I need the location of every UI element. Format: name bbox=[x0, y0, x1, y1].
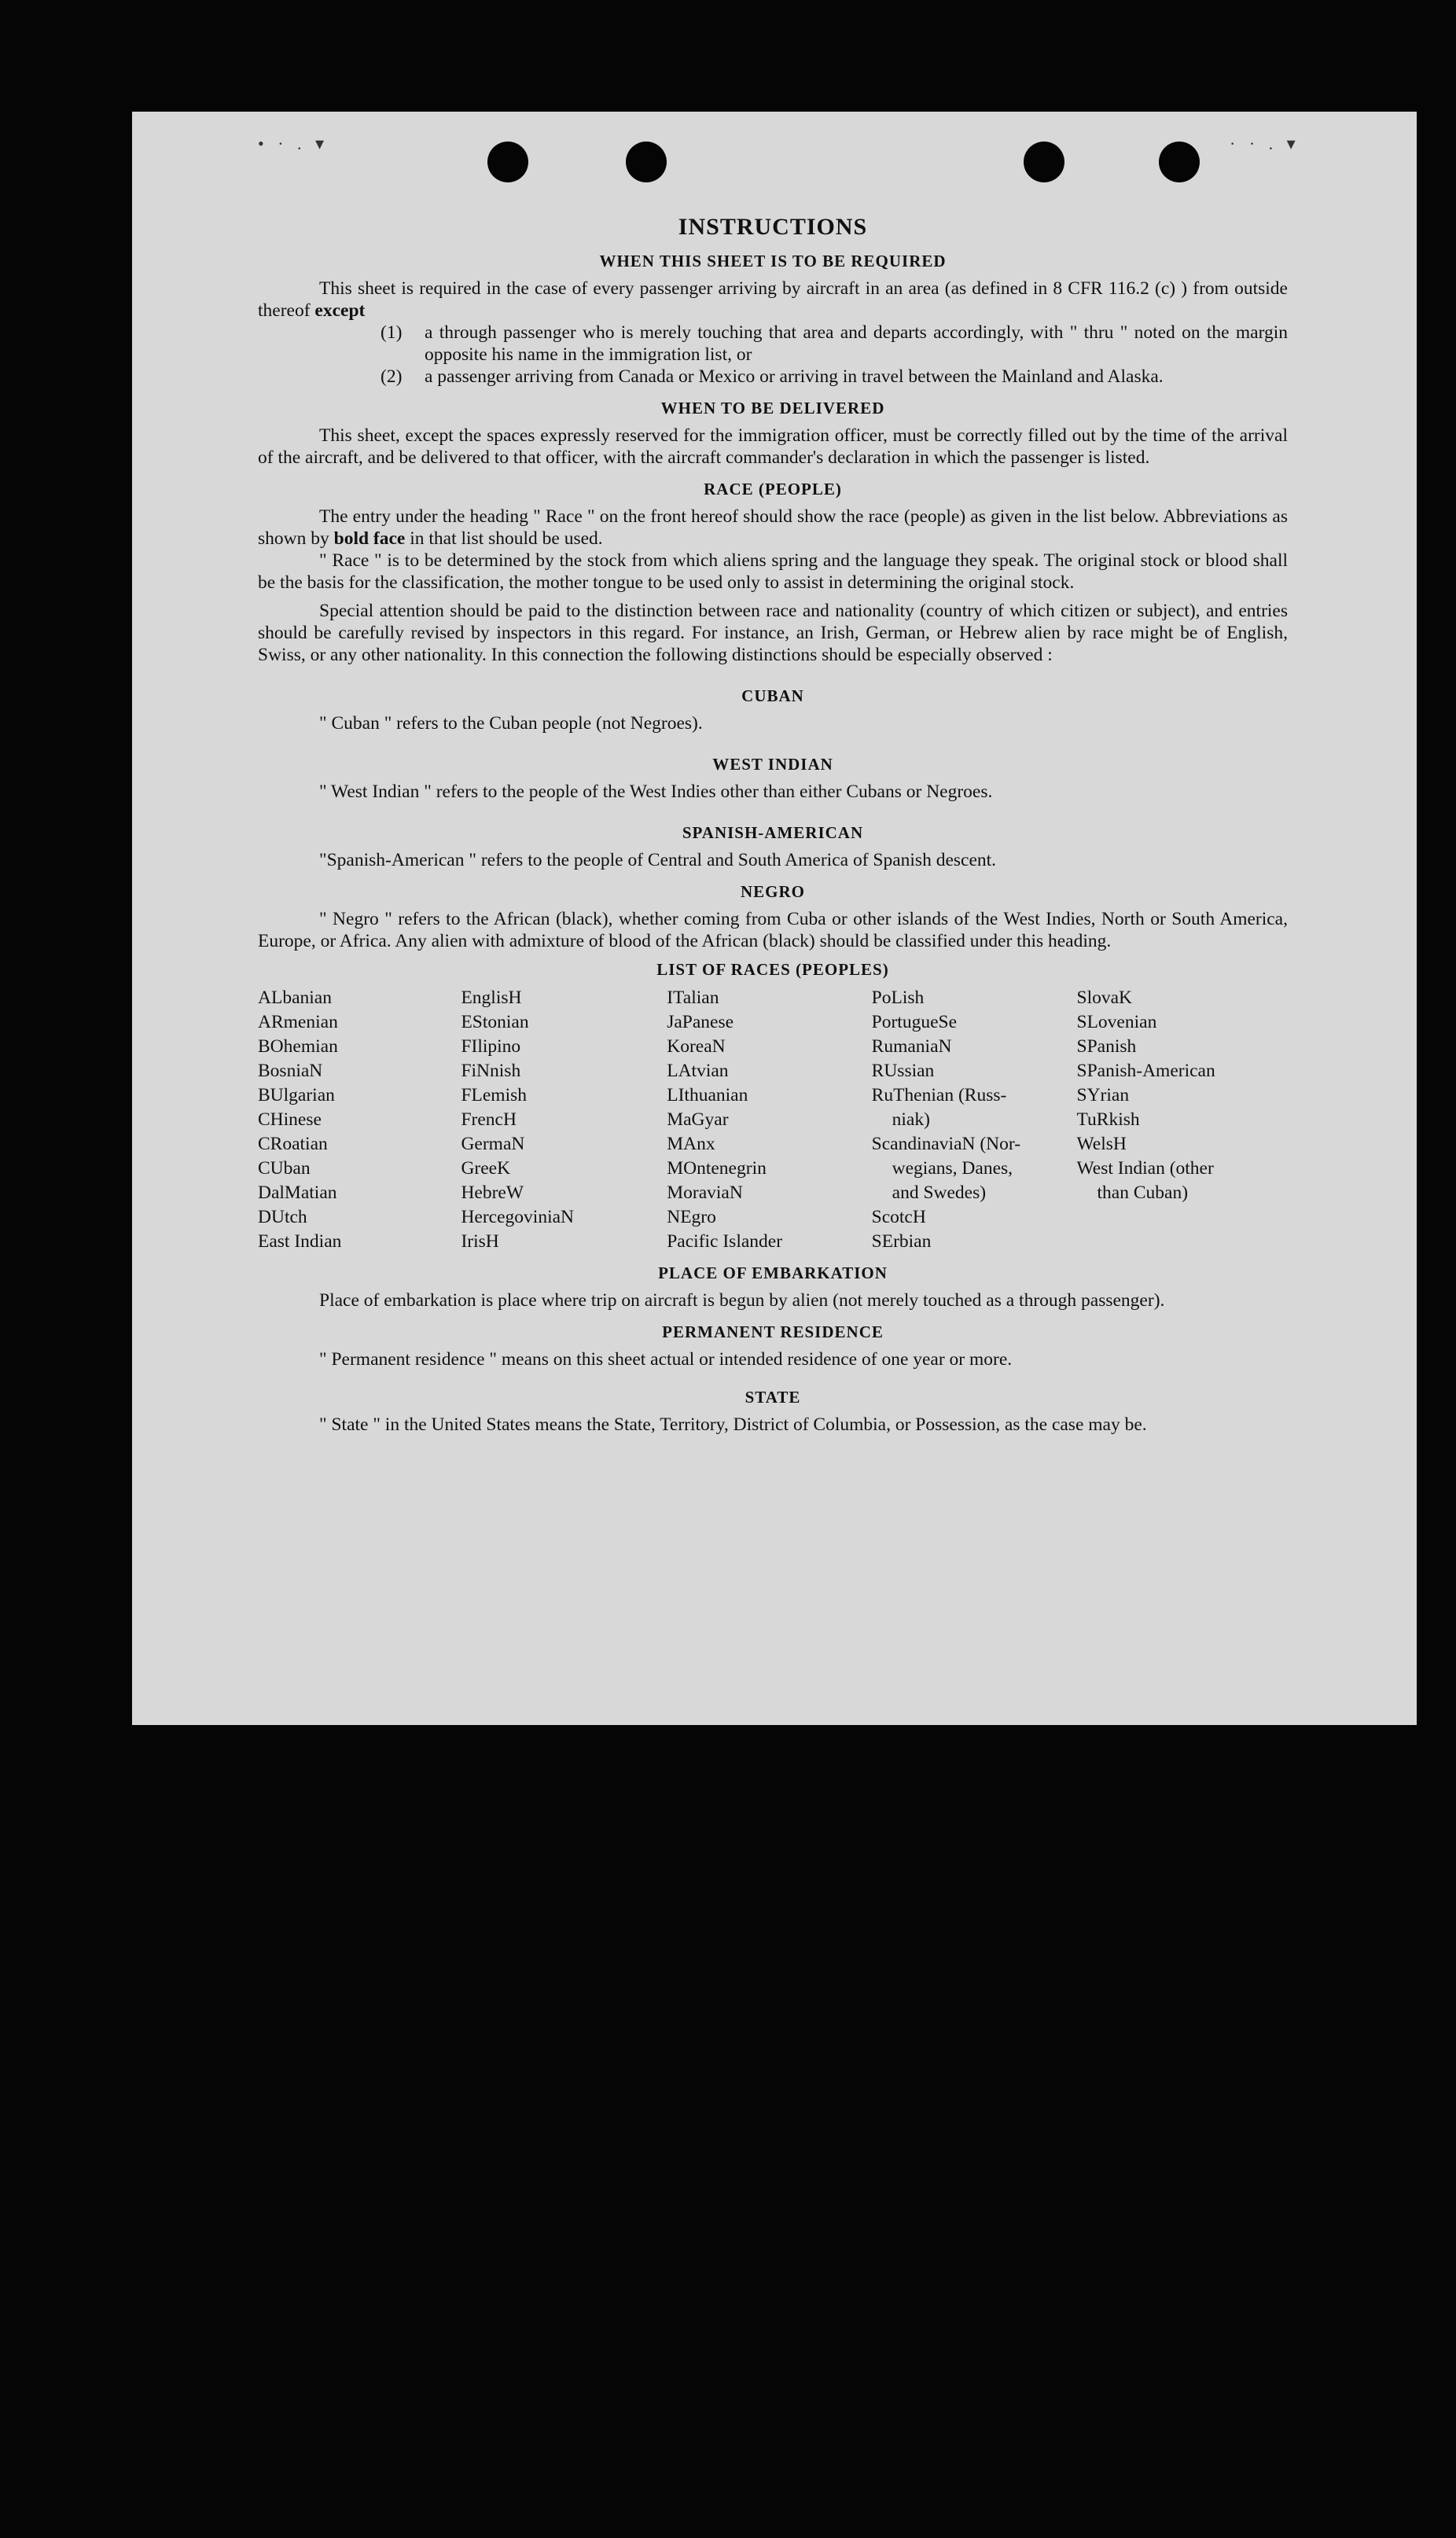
race-entry: MOntenegrin bbox=[667, 1158, 767, 1179]
race-entry: SErbian bbox=[871, 1231, 932, 1252]
race-entry: PoLish bbox=[871, 988, 925, 1008]
race-entry: PortugueSe bbox=[871, 1012, 958, 1032]
punch-specks: · · . ▾ bbox=[1230, 134, 1300, 153]
race-entry: MAnx bbox=[667, 1134, 715, 1154]
paragraph-west-indian: " West Indian " refers to the people of the West Indies other than either Cubans or Negroes. bbox=[319, 782, 993, 802]
race-entry: SLovenian bbox=[1076, 1012, 1157, 1032]
race-entry: BUlgarian bbox=[258, 1085, 335, 1105]
paragraph-required: This sheet is required in the case of every passenger arriving by aircraft in an area (as defined in 8 CFR 116.2 (c) ) from outside thereof except bbox=[258, 278, 1288, 321]
race-entry: CHinese bbox=[258, 1109, 322, 1130]
race-entry: EnglisH bbox=[461, 988, 522, 1008]
race-entry: than Cuban) bbox=[1097, 1183, 1189, 1203]
heading-state: STATE bbox=[745, 1388, 801, 1407]
race-entry: ScotcH bbox=[871, 1207, 926, 1227]
race-entry: IrisH bbox=[461, 1231, 499, 1252]
race-entry: DUtch bbox=[258, 1207, 307, 1227]
races-column bbox=[872, 986, 1077, 1254]
races-column bbox=[258, 986, 461, 1254]
heading-race: RACE (PEOPLE) bbox=[704, 480, 842, 498]
race-entry: HercegoviniaN bbox=[461, 1207, 575, 1227]
paragraph-negro: " Negro " refers to the African (black), whether coming from Cuba or other islands of the West Indies, North or South America, Europe, or Africa. Any alien with admixture of blood of the African (black) should be classified under this heading. bbox=[258, 909, 1288, 951]
races-column bbox=[461, 986, 667, 1254]
race-entry: East Indian bbox=[258, 1231, 342, 1252]
page-title: INSTRUCTIONS bbox=[678, 214, 868, 240]
exception-item: (1) a through passenger who is merely touching that area and departs accordingly, with " thru " noted on the margin opposite his name in the immigration list, or bbox=[381, 322, 1288, 365]
race-entry: SlovaK bbox=[1076, 988, 1132, 1008]
race-entry: NEgro bbox=[667, 1207, 716, 1227]
paragraph-delivered: This sheet, except the spaces expressly reserved for the immigration officer, must be correctly filled out by the time of the arrival of the aircraft, and be delivered to that officer, with the aircraft commander's declaration in which the passenger is listed. bbox=[258, 425, 1288, 468]
race-entry: ITalian bbox=[667, 988, 719, 1008]
race-entry: RuThenian (Russ- bbox=[871, 1085, 1007, 1105]
instructions-content bbox=[258, 214, 1288, 1436]
punch-hole bbox=[1024, 142, 1064, 182]
race-entry: West Indian (other bbox=[1076, 1158, 1214, 1179]
race-entry: KoreaN bbox=[667, 1036, 726, 1057]
races-column bbox=[1077, 986, 1281, 1254]
race-entry: JaPanese bbox=[667, 1012, 734, 1032]
heading-west-indian: WEST INDIAN bbox=[712, 755, 833, 774]
race-entry: MoraviaN bbox=[667, 1183, 743, 1203]
race-entry: RumaniaN bbox=[871, 1036, 952, 1057]
paragraph-cuban: " Cuban " refers to the Cuban people (not Negroes). bbox=[319, 713, 703, 734]
punch-hole bbox=[487, 142, 528, 182]
race-entry: BOhemian bbox=[258, 1036, 338, 1057]
heading-races-list: LIST OF RACES (PEOPLES) bbox=[656, 960, 889, 979]
race-entry: TuRkish bbox=[1076, 1109, 1140, 1130]
paragraph-state: " State " in the United States means the State, Territory, District of Columbia, or Possession, as the case may be. bbox=[319, 1414, 1147, 1435]
paragraph-residence: " Permanent residence " means on this sheet actual or intended residence of one year or more. bbox=[319, 1349, 1013, 1370]
heading-negro: NEGRO bbox=[740, 882, 805, 901]
race-entry: GreeK bbox=[461, 1158, 511, 1179]
paragraph-race-2: " Race " is to be determined by the stock from which aliens spring and the language they speak. The original stock or blood shall be the basis for the classification, the mother tongue to be used only to assist in determining the original stock. bbox=[258, 550, 1288, 593]
race-entry: ScandinaviaN (Nor- bbox=[871, 1134, 1021, 1154]
race-entry: ALbanian bbox=[258, 988, 332, 1008]
race-entry: and Swedes) bbox=[892, 1183, 987, 1203]
race-entry: Pacific Islander bbox=[667, 1231, 783, 1252]
race-entry: DalMatian bbox=[258, 1183, 337, 1203]
paragraph-spanish-american: "Spanish-American " refers to the people of Central and South America of Spanish descent. bbox=[319, 850, 997, 870]
race-entry: RUssian bbox=[871, 1061, 935, 1081]
heading-delivered: WHEN TO BE DELIVERED bbox=[660, 399, 885, 417]
race-entry: WelsH bbox=[1076, 1134, 1127, 1154]
race-entry: LAtvian bbox=[667, 1061, 729, 1081]
punch-hole bbox=[626, 142, 667, 182]
race-entry: CRoatian bbox=[258, 1134, 328, 1154]
document-sheet bbox=[132, 112, 1417, 1725]
race-entry: EStonian bbox=[461, 1012, 529, 1032]
exception-item: (2) a passenger arriving from Canada or Mexico or arriving in travel between the Mainland and Alaska. bbox=[381, 366, 1164, 387]
heading-required: WHEN THIS SHEET IS TO BE REQUIRED bbox=[599, 252, 947, 270]
race-entry: LIthuanian bbox=[667, 1085, 748, 1105]
race-entry: FiNnish bbox=[461, 1061, 521, 1081]
paragraph-race-3: Special attention should be paid to the distinction between race and nationality (country of which citizen or subject), and entries should be carefully revised by inspectors in this regard. For instance, an Irish, German, or Hebrew alien by race might be of English, Swiss, or any other nationality. In this connection the following distinctions should be especially observed : bbox=[258, 601, 1288, 665]
race-entry: niak) bbox=[892, 1109, 930, 1130]
race-entry: MaGyar bbox=[667, 1109, 729, 1130]
paragraph-embarkation: Place of embarkation is place where trip on aircraft is begun by alien (not merely touched as a through passenger). bbox=[319, 1290, 1165, 1311]
paragraph-race-1: The entry under the heading " Race " on the front hereof should show the race (people) as given in the list below. Abbreviations as shown by bold face in that list should be used. bbox=[258, 506, 1288, 549]
heading-residence: PERMANENT RESIDENCE bbox=[662, 1322, 884, 1341]
race-entry: GermaN bbox=[461, 1134, 525, 1154]
races-table bbox=[258, 986, 1280, 1254]
race-entry: BosniaN bbox=[258, 1061, 323, 1081]
race-entry: CUban bbox=[258, 1158, 311, 1179]
race-entry: HebreW bbox=[461, 1183, 524, 1203]
race-entry: ARmenian bbox=[258, 1012, 338, 1032]
race-entry: FrencH bbox=[461, 1109, 517, 1130]
race-entry: FIlipino bbox=[461, 1036, 521, 1057]
races-column bbox=[667, 986, 871, 1254]
heading-spanish-american: SPANISH-AMERICAN bbox=[682, 823, 864, 842]
race-entry: FLemish bbox=[461, 1085, 528, 1105]
race-entry: SPanish-American bbox=[1076, 1061, 1215, 1081]
punch-hole bbox=[1159, 142, 1200, 182]
race-entry: wegians, Danes, bbox=[892, 1158, 1013, 1179]
race-entry: SYrian bbox=[1076, 1085, 1130, 1105]
race-entry: SPanish bbox=[1076, 1036, 1137, 1057]
heading-cuban: CUBAN bbox=[741, 686, 804, 705]
heading-embarkation: PLACE OF EMBARKATION bbox=[658, 1263, 888, 1282]
punch-specks: • · . ▾ bbox=[258, 134, 329, 153]
races-row bbox=[258, 986, 1280, 1254]
